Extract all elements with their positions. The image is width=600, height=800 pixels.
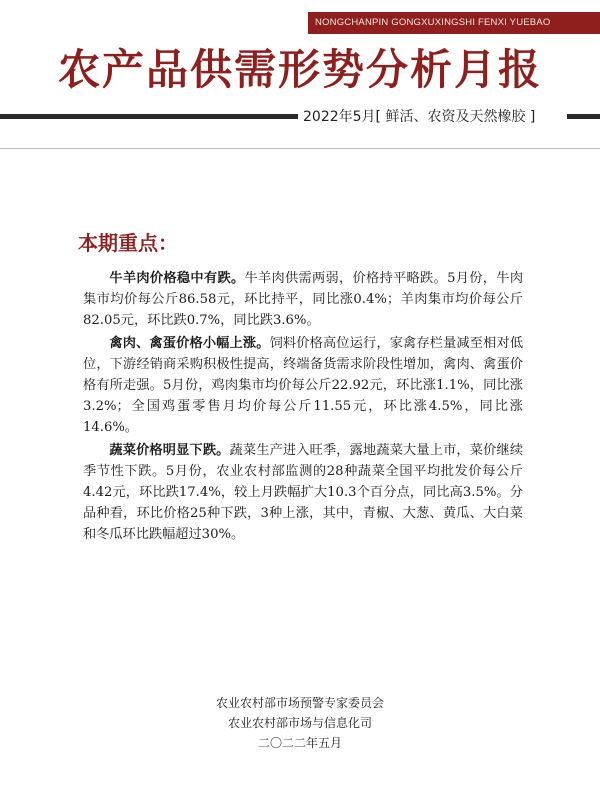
issuer-committee: 农业农村部市场预警专家委员会 [215, 696, 384, 710]
header-band [0, 0, 600, 40]
section-heading: 本期重点： [78, 231, 178, 255]
issue-month: 二〇二二年五月 [257, 736, 342, 750]
header-divider [0, 148, 600, 149]
highlights-body [83, 268, 523, 547]
pinyin-banner: NONGCHANPIN GONGXUXINGSHI FENXI YUEBAO [308, 12, 600, 34]
paragraph-text: 蔬菜生产进入旺季，露地蔬菜大量上市，菜价继续季节性下跌。5月份，农业农村部监测的28种蔬菜全国平均批发价每公斤4.42元，环比跌17.4%，较上月跌幅扩大10.3个百分点，同比高3.5%。分品种看，环比价格25种下跌，3种上涨，其中，青椒、大葱、黄瓜、大白菜和冬瓜环比跌幅超过30%。 [83, 443, 524, 542]
rule-right [567, 114, 600, 119]
issuer-department: 农业农村部市场与信息化司 [227, 716, 372, 730]
paragraph-vegetables [83, 440, 523, 545]
bracket-open: [ [375, 109, 382, 125]
paragraph-lead: 蔬菜价格明显下跌。 [109, 443, 230, 458]
paragraph-text: 饲料价格高位运行，家禽存栏量减至相对低位，下游经销商采购积极性提高，终端备货需求阶段性增加，禽肉、禽蛋价格有所走强。5月份，鸡肉集市均价每公斤22.92元，环比涨1.1%，同比涨3.2%；全国鸡蛋零售月均价每公斤11.55元，环比涨4.5%，同比涨14.6%。 [83, 336, 524, 435]
issuer-block [0, 693, 600, 753]
paragraph-text: 牛羊肉供需两弱，价格持平略跌。5月份，牛肉集市均价每公斤86.58元，环比持平，同比涨0.4%；羊肉集市均价每公斤82.05元，环比跌0.7%，同比跌3.6%。 [83, 271, 524, 328]
report-title: 农产品供需形势分析月报 [57, 45, 542, 94]
bracket-close: ] [529, 109, 536, 125]
issue-date: 2022年5月 [303, 109, 376, 125]
paragraph-poultry-eggs [83, 333, 523, 438]
paragraph-lead: 禽肉、禽蛋价格小幅上涨。 [109, 336, 270, 351]
paragraph-lead: 牛羊肉价格稳中有跌。 [109, 271, 245, 286]
issue-scope: 鲜活、农资及天然橡胶 [385, 109, 526, 125]
paragraph-beef-mutton [83, 268, 523, 331]
issue-label [303, 104, 535, 130]
rule-left [0, 114, 298, 119]
